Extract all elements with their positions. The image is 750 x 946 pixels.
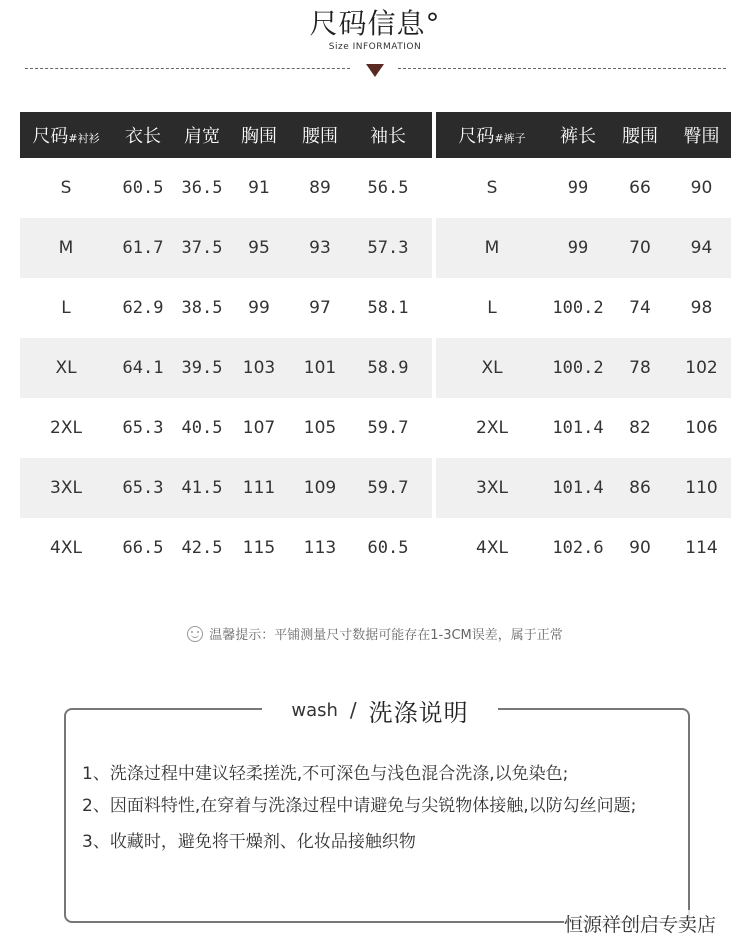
shirt-table-header (20, 112, 432, 158)
page-subtitle: Size INFORMATION (328, 42, 422, 52)
value-cell: 86 (629, 478, 651, 498)
value-cell: 98 (690, 298, 713, 318)
value-cell: 101.4 (552, 418, 604, 438)
value-cell: 93 (309, 238, 331, 258)
size-cell: XL (55, 358, 77, 378)
wash-title (262, 693, 498, 727)
value-cell: 62.9 (122, 298, 164, 318)
value-cell: 110 (685, 478, 718, 498)
table-row (436, 158, 731, 218)
value-cell: 66 (629, 178, 651, 198)
shirt-header-shoulder: 肩宽 (184, 126, 220, 147)
value-cell: 101 (303, 358, 337, 378)
value-cell: 59.7 (367, 418, 409, 438)
value-cell: 103 (242, 358, 276, 378)
table-row (20, 458, 432, 518)
pants-header-length: 裤长 (560, 126, 596, 147)
value-cell: 115 (242, 538, 276, 558)
value-cell: 100.2 (552, 358, 604, 378)
value-cell: 40.5 (181, 418, 223, 438)
list-item (82, 758, 682, 790)
list-item-text: 收藏时，避免将干燥剂、化妆品接触织物 (109, 832, 416, 852)
value-cell: 113 (303, 538, 337, 558)
list-item-number: 1、 (82, 764, 110, 784)
value-cell: 89 (309, 178, 331, 198)
value-cell: 37.5 (181, 238, 223, 258)
value-cell: 42.5 (181, 538, 223, 558)
value-cell: 99 (567, 238, 589, 258)
table-row (436, 278, 731, 338)
wash-title-en: wash (291, 699, 338, 721)
value-cell: 114 (685, 538, 718, 558)
measurement-tip (0, 624, 750, 643)
shirt-header-chest: 胸围 (241, 126, 277, 147)
page-title: 尺码信息° (309, 7, 441, 40)
size-cell: 3XL (50, 478, 82, 498)
value-cell: 60.5 (367, 538, 409, 558)
table-row (20, 338, 432, 398)
value-cell: 65.3 (122, 418, 164, 438)
size-cell: M (58, 238, 74, 258)
list-item-text: 洗涤过程中建议轻柔搓洗,不可深色与浅色混合洗涤,以免染色; (109, 764, 569, 784)
divider-right (398, 68, 726, 69)
value-cell: 99 (567, 178, 589, 198)
size-cell: S (60, 178, 72, 198)
value-cell: 102 (685, 358, 718, 378)
value-cell: 102.6 (552, 538, 604, 558)
table-row (436, 338, 731, 398)
list-item-text: 因面料特性,在穿着与洗涤过程中请避免与尖锐物体接触,以防勾丝问题; (109, 796, 637, 816)
value-cell: 97 (309, 298, 331, 318)
pants-table-header (436, 112, 731, 158)
value-cell: 58.1 (367, 298, 409, 318)
value-cell: 101.4 (552, 478, 604, 498)
list-item-number: 2、 (82, 796, 110, 816)
value-cell: 105 (303, 418, 337, 438)
size-cell: 2XL (476, 418, 508, 438)
pants-header-waist: 腰围 (622, 126, 658, 147)
size-cell: S (486, 178, 498, 198)
value-cell: 91 (248, 178, 270, 198)
value-cell: 94 (690, 238, 713, 258)
shirt-header-waist: 腰围 (302, 126, 338, 147)
value-cell: 95 (248, 238, 270, 258)
shirt-header-length: 衣长 (125, 126, 161, 147)
wash-title-slash: / (349, 698, 357, 722)
size-cell: 4XL (50, 538, 82, 558)
tip-text: 温馨提示：平铺测量尺寸数据可能存在1-3CM误差，属于正常 (209, 628, 563, 643)
list-item (82, 826, 682, 858)
size-cell: M (484, 238, 500, 258)
shirt-header-size: 尺码#衬衫 (32, 126, 100, 147)
pants-header-hip: 臀围 (683, 126, 720, 147)
size-cell: 3XL (476, 478, 508, 498)
value-cell: 64.1 (122, 358, 164, 378)
value-cell: 39.5 (181, 358, 223, 378)
shirt-header-sleeve: 袖长 (370, 126, 406, 147)
value-cell: 36.5 (181, 178, 223, 198)
table-row (436, 518, 731, 578)
size-cell: 4XL (476, 538, 508, 558)
value-cell: 106 (685, 418, 718, 438)
value-cell: 78 (629, 358, 651, 378)
value-cell: 59.7 (367, 478, 409, 498)
shop-watermark: 恒源祥创启专卖店 (564, 910, 716, 937)
table-row (20, 518, 432, 578)
pants-header-size: 尺码#裤子 (458, 126, 526, 147)
size-cell: 2XL (50, 418, 82, 438)
table-row (20, 218, 432, 278)
value-cell: 41.5 (181, 478, 223, 498)
divider-left (25, 68, 350, 69)
table-row (20, 398, 432, 458)
table-row (436, 218, 731, 278)
value-cell: 111 (242, 478, 276, 498)
value-cell: 100.2 (552, 298, 604, 318)
value-cell: 57.3 (367, 238, 409, 258)
value-cell: 107 (242, 418, 276, 438)
pants-size-table (436, 112, 731, 578)
value-cell: 66.5 (122, 538, 164, 558)
value-cell: 82 (629, 418, 651, 438)
value-cell: 65.3 (122, 478, 164, 498)
value-cell: 61.7 (122, 238, 164, 258)
list-item-number: 3、 (82, 832, 110, 852)
value-cell: 38.5 (181, 298, 223, 318)
value-cell: 70 (629, 238, 651, 258)
divider-triangle (366, 64, 384, 77)
size-cell: L (61, 298, 71, 318)
value-cell: 58.9 (367, 358, 409, 378)
size-cell: L (487, 298, 497, 318)
value-cell: 56.5 (367, 178, 409, 198)
table-row (436, 458, 731, 518)
table-row (436, 398, 731, 458)
value-cell: 109 (303, 478, 337, 498)
list-item (82, 790, 682, 822)
table-row (20, 158, 432, 218)
value-cell: 60.5 (122, 178, 164, 198)
smile-icon (187, 626, 203, 642)
wash-list (82, 758, 682, 858)
value-cell: 90 (690, 178, 713, 198)
value-cell: 74 (629, 298, 651, 318)
value-cell: 99 (248, 298, 270, 318)
value-cell: 90 (629, 538, 651, 558)
wash-title-cn: 洗涤说明 (368, 698, 469, 727)
shirt-size-table (20, 112, 432, 578)
size-cell: XL (481, 358, 503, 378)
table-row (20, 278, 432, 338)
